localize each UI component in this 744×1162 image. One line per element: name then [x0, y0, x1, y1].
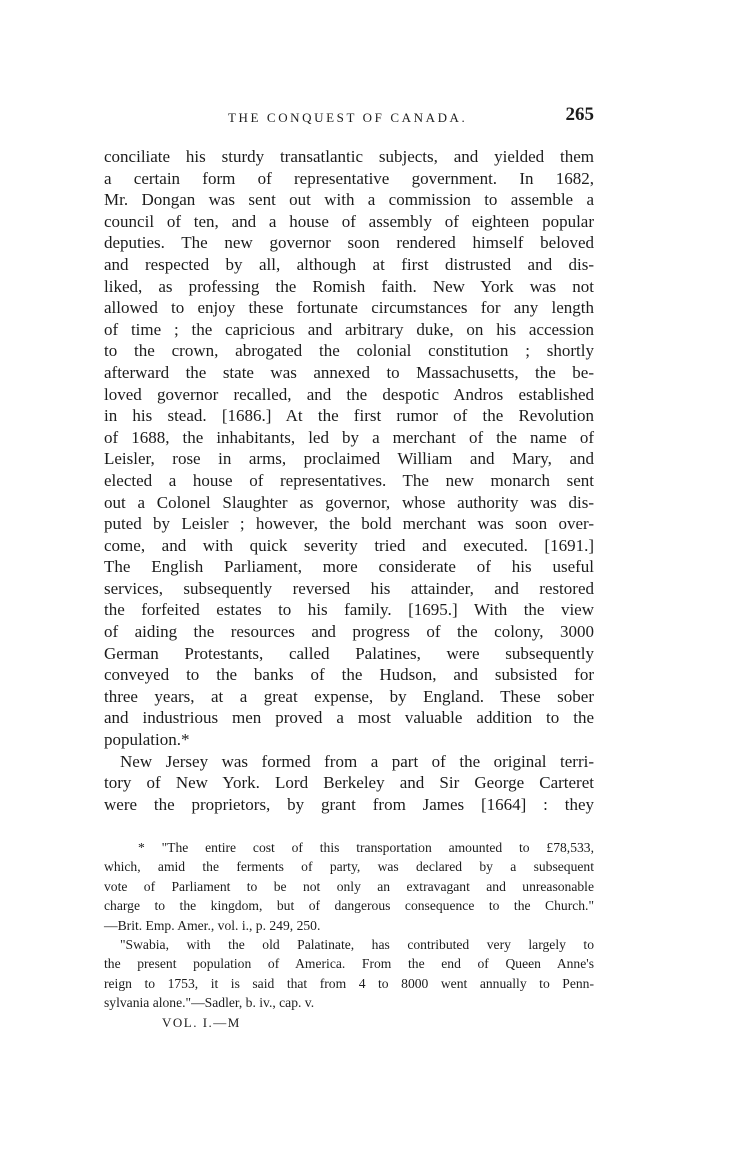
text-line: services, subsequently reversed his attainder, and restored	[104, 578, 594, 598]
text-line: afterward the state was annexed to Massachusetts, the be-	[104, 362, 594, 382]
text-line: come, and with quick severity tried and executed. [1691.]	[104, 535, 594, 555]
footnotes	[104, 838, 594, 1032]
footnote-line: —Brit. Emp. Amer., vol. i., p. 249, 250.	[104, 917, 321, 933]
page-number: 265	[565, 104, 594, 125]
page-header	[104, 104, 594, 128]
text-line: to the crown, abrogated the colonial constitution ; shortly	[104, 341, 594, 361]
text-line: The English Parliament, more considerate of his useful	[104, 557, 594, 577]
running-title: THE CONQUEST OF CANADA.	[228, 110, 468, 125]
text-line: liked, as professing the Romish faith. New York was not	[104, 276, 594, 296]
text-line: and respected by all, although at first distrusted and dis-	[104, 254, 594, 274]
footnote-line: vote of Parliament to be not only an extravagant and unreasonable	[104, 878, 594, 894]
text-line: a certain form of representative government. In 1682,	[104, 168, 594, 188]
footnote-line: reign to 1753, it is said that from 4 to 8000 went annually to Penn-	[104, 975, 594, 991]
text-line: of 1688, the inhabitants, led by a merchant of the name of	[104, 427, 594, 447]
signature-mark: VOL. I.—M	[162, 1014, 241, 1030]
text-line: of aiding the resources and progress of the colony, 3000	[104, 622, 594, 642]
footnote-line: sylvania alone."—Sadler, b. iv., cap. v.	[104, 995, 315, 1011]
text-line: German Protestants, called Palatines, were subsequently	[104, 643, 594, 663]
text-line: loved governor recalled, and the despotic Andros established	[104, 384, 594, 404]
footnote-line: * "The entire cost of this transportation amounted to £78,533,	[138, 840, 594, 855]
text-line: of time ; the capricious and arbitrary duke, on his accession	[104, 319, 594, 339]
text-line: deputies. The new governor soon rendered himself beloved	[104, 233, 594, 253]
text-line: and industrious men proved a most valuable addition to the	[104, 708, 594, 728]
text-line: Mr. Dongan was sent out with a commission to assemble a	[104, 190, 594, 210]
text-line: allowed to enjoy these fortunate circumstances for any length	[104, 298, 594, 318]
text-line: were the proprietors, by grant from James [1664] : they	[104, 794, 594, 814]
footnote-line: charge to the kingdom, but of dangerous consequence to the Church."	[104, 898, 594, 914]
footnote-line: which, amid the ferments of party, was declared by a subsequent	[104, 859, 594, 875]
text-line: out a Colonel Slaughter as governor, whose authority was dis-	[104, 492, 594, 512]
text-line: elected a house of representatives. The new monarch sent	[104, 470, 594, 490]
text-line: the forfeited estates to his family. [1695.] With the view	[104, 600, 594, 620]
text-line: three years, at a great expense, by England. These sober	[104, 686, 594, 706]
text-line: in his stead. [1686.] At the first rumor of the Revolution	[104, 406, 594, 426]
body-text	[104, 146, 594, 815]
text-line: population.*	[104, 730, 190, 750]
text-line: New Jersey was formed from a part of the original terri-	[120, 751, 594, 771]
footnote-line: "Swabia, with the old Palatinate, has contributed very largely to	[120, 936, 594, 952]
text-line: puted by Leisler ; however, the bold merchant was soon over-	[104, 514, 594, 534]
text-line: conciliate his sturdy transatlantic subjects, and yielded them	[104, 147, 594, 166]
text-line: council of ten, and a house of assembly of eighteen popular	[104, 211, 594, 231]
text-line: Leisler, rose in arms, proclaimed William and Mary, and	[104, 449, 594, 469]
text-line: tory of New York. Lord Berkeley and Sir George Carteret	[104, 773, 594, 793]
text-line: conveyed to the banks of the Hudson, and subsisted for	[104, 665, 594, 685]
footnote-line: the present population of America. From the end of Queen Anne's	[104, 956, 594, 972]
